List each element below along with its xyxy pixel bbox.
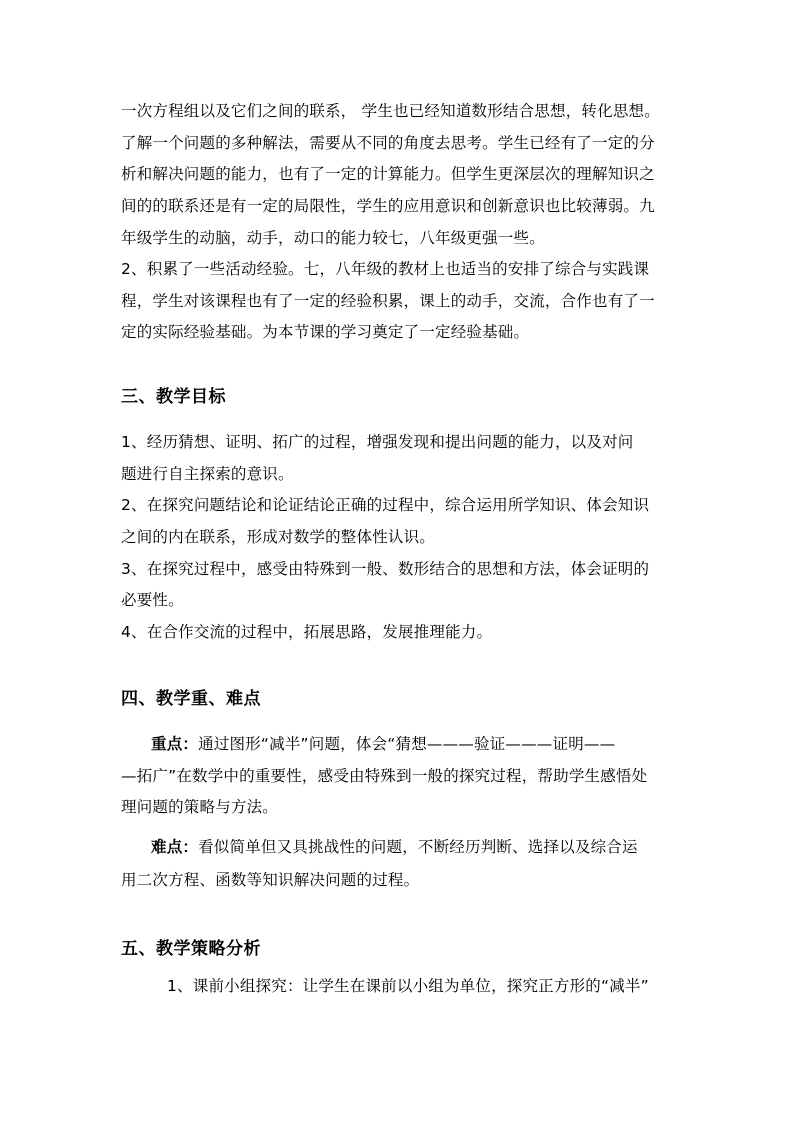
body-line: 析和解决问题的能力，也有了一定的计算能力。但学生更深层次的理解知识之	[121, 165, 655, 183]
section-heading-key-points: 四、教学重、难点	[121, 689, 261, 709]
body-line: 用二次方程、函数等知识解决问题的过程。	[121, 871, 420, 889]
body-line: 定的实际经验基础。为本节课的学习奠定了一定经验基础。	[121, 323, 530, 341]
difficult-point-line	[151, 837, 638, 857]
body-line: 3、在探究过程中，感受由特殊到一般、数形结合的思想和方法，体会证明的	[121, 560, 650, 578]
body-line: 2、积累了一些活动经验。七，八年级的教材上也适当的安排了综合与实践课	[121, 260, 650, 278]
body-line: 了解一个问题的多种解法，需要从不同的角度去思考。学生已经有了一定的分	[121, 134, 655, 152]
body-line: 理问题的策略与方法。	[121, 798, 279, 816]
body-line: 题进行自主探索的意识。	[121, 465, 294, 483]
body-line: 1、经历猜想、证明、拓广的过程，增强发现和提出问题的能力，以及对问	[121, 433, 634, 451]
body-line: 一次方程组以及它们之间的联系， 学生也已经知道数形结合思想，转化思想。	[121, 102, 660, 120]
difficult-point-text: 看似简单但又具挑战性的问题，不断经历判断、选择以及综合运	[198, 838, 638, 856]
section-heading-strategy: 五、教学策略分析	[121, 939, 261, 959]
difficult-point-label: 难点：	[151, 838, 199, 856]
key-point-line	[151, 734, 615, 754]
section-heading-objectives: 三、教学目标	[121, 387, 226, 407]
key-point-label: 重点：	[151, 735, 199, 753]
body-line: 2、在探究问题结论和论证结论正确的过程中，综合运用所学知识、体会知识	[121, 496, 650, 514]
body-line: 1、课前小组探究：让学生在课前以小组为单位，探究正方形的“减半”	[167, 977, 649, 995]
body-line: 之间的内在联系，形成对数学的整体性认识。	[121, 528, 436, 546]
key-point-text: 通过图形“减半”问题，体会“猜想———验证———证明——	[198, 735, 616, 753]
body-line: 程，学生对该课程也有了一定的经验积累，课上的动手，交流，合作也有了一	[121, 292, 655, 310]
body-line: 必要性。	[121, 591, 184, 609]
body-line: 间的的联系还是有一定的局限性，学生的应用意识和创新意识也比较薄弱。九	[121, 197, 655, 215]
body-line: 4、在合作交流的过程中，拓展思路，发展推理能力。	[121, 623, 493, 641]
body-line: 年级学生的动脑，动手，动口的能力较七，八年级更强一些。	[121, 229, 545, 247]
body-line: —拓广”在数学中的重要性，感受由特殊到一般的探究过程，帮助学生感悟处	[121, 767, 648, 785]
